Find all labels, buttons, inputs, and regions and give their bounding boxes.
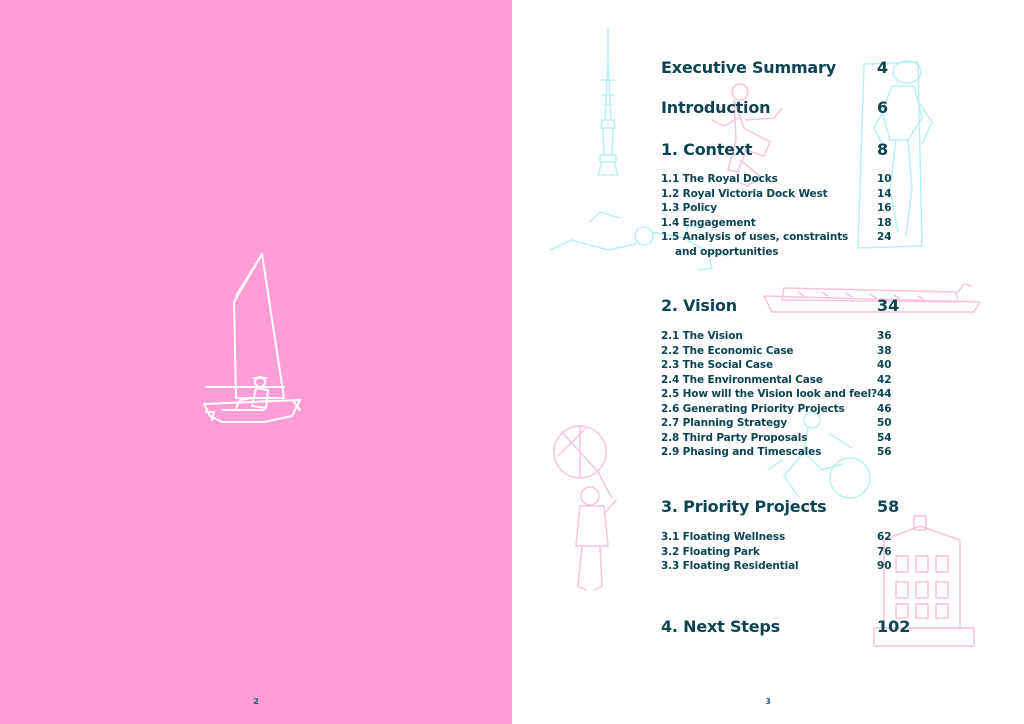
toc-item-page: 62 — [877, 531, 892, 543]
toc-page-context: 8 — [877, 140, 889, 159]
toc-heading-next-steps[interactable]: 4. Next Steps — [661, 617, 780, 636]
toc-item[interactable]: 2.5 How will the Vision look and feel? — [661, 388, 877, 400]
right-page — [512, 0, 1024, 724]
toc-item-page: 76 — [877, 545, 892, 558]
toc-item-page: 56 — [877, 446, 892, 458]
toc-page-executive-summary: 4 — [877, 58, 889, 77]
toc-heading-context[interactable]: 1. Context — [661, 140, 753, 159]
toc-heading-vision[interactable]: 2. Vision — [661, 296, 737, 315]
toc-heading-introduction[interactable]: Introduction — [661, 98, 771, 117]
toc-item-page: 38 — [877, 344, 892, 357]
toc-item-page: 42 — [877, 373, 892, 386]
toc-item[interactable]: 1.5 Analysis of uses, constraints — [661, 231, 849, 243]
toc-item[interactable]: 2.7 Planning Strategy — [661, 417, 788, 429]
toc-page-introduction: 6 — [877, 98, 889, 117]
toc-item-page: 14 — [877, 187, 892, 200]
toc-item[interactable]: 2.4 The Environmental Case — [661, 373, 823, 386]
toc-item[interactable]: 3.1 Floating Wellness — [661, 531, 786, 543]
toc-item-page: 10 — [877, 173, 892, 185]
toc-item[interactable]: 2.3 The Social Case — [661, 359, 773, 371]
toc-item[interactable]: 2.9 Phasing and Timescales — [661, 446, 822, 458]
toc-item-page: 44 — [877, 388, 892, 400]
toc-item[interactable]: 2.6 Generating Priority Projects — [661, 402, 845, 415]
toc-heading-executive-summary[interactable]: Executive Summary — [661, 58, 836, 77]
sailboat-illustration — [200, 250, 310, 430]
left-page-number: 2 — [253, 697, 259, 706]
toc-page-priority-projects: 58 — [877, 497, 900, 516]
toc-page-next-steps: 102 — [877, 617, 911, 636]
tower-icon — [598, 28, 618, 175]
toc-item[interactable]: 2.1 The Vision — [661, 330, 743, 342]
beach-umbrella-person-icon — [554, 426, 616, 590]
toc-item[interactable]: 1.2 Royal Victoria Dock West — [661, 187, 828, 200]
table-of-contents — [661, 0, 921, 724]
toc-item-page: 46 — [877, 402, 892, 415]
right-page-number: 3 — [765, 697, 771, 706]
toc-item-continuation: and opportunities — [661, 245, 779, 258]
toc-item[interactable]: 2.2 The Economic Case — [661, 344, 794, 357]
toc-item-page: 16 — [877, 202, 892, 214]
toc-item[interactable]: 1.1 The Royal Docks — [661, 173, 778, 185]
toc-item[interactable]: 2.8 Third Party Proposals — [661, 431, 808, 444]
toc-item[interactable]: 3.2 Floating Park — [661, 545, 760, 558]
toc-item[interactable]: 1.4 Engagement — [661, 216, 756, 229]
toc-item-page: 50 — [877, 417, 892, 429]
toc-item[interactable]: 1.3 Policy — [661, 202, 717, 214]
toc-heading-priority-projects[interactable]: 3. Priority Projects — [661, 497, 827, 516]
toc-item-page: 54 — [877, 431, 892, 444]
toc-item-page: 18 — [877, 216, 892, 229]
toc-item-page: 40 — [877, 359, 892, 371]
toc-item-page: 24 — [877, 231, 892, 243]
toc-page-vision: 34 — [877, 296, 900, 315]
toc-item-page: 90 — [877, 560, 892, 572]
toc-item-page: 36 — [877, 330, 892, 342]
toc-item[interactable]: 3.3 Floating Residential — [661, 560, 799, 572]
